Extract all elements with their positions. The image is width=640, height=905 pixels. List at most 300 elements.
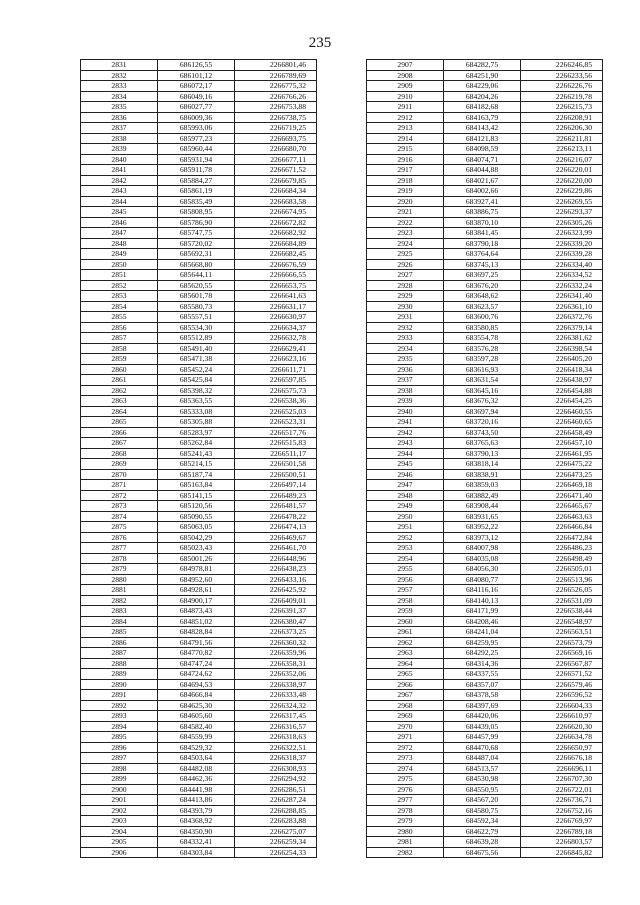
point-number-cell: 2849 <box>81 249 158 260</box>
x-coordinate-cell: 684035,08 <box>444 553 521 564</box>
table-row <box>81 606 317 617</box>
x-coordinate-cell: 684251,90 <box>444 70 521 81</box>
table-row <box>81 700 317 711</box>
x-coordinate-cell: 684282,75 <box>444 60 521 71</box>
y-coordinate-cell: 2266405,20 <box>521 354 603 365</box>
x-coordinate-cell: 684350,90 <box>158 826 235 837</box>
x-coordinate-cell: 685931,94 <box>158 154 235 165</box>
table-row <box>81 679 317 690</box>
table-row <box>367 669 603 680</box>
y-coordinate-cell: 2266206,30 <box>521 123 603 134</box>
x-coordinate-cell: 684002,66 <box>444 186 521 197</box>
y-coordinate-cell: 2266283,88 <box>235 816 317 827</box>
point-number-cell: 2845 <box>81 207 158 218</box>
x-coordinate-cell: 685141,15 <box>158 490 235 501</box>
x-coordinate-cell: 685187,74 <box>158 469 235 480</box>
table-row <box>81 165 317 176</box>
x-coordinate-cell: 686049,16 <box>158 91 235 102</box>
point-number-cell: 2954 <box>367 553 444 564</box>
point-number-cell: 2935 <box>367 354 444 365</box>
x-coordinate-cell: 685786,90 <box>158 217 235 228</box>
point-number-cell: 2863 <box>81 396 158 407</box>
x-coordinate-cell: 685884,27 <box>158 175 235 186</box>
x-coordinate-cell: 685163,84 <box>158 480 235 491</box>
table-row <box>81 133 317 144</box>
y-coordinate-cell: 2266803,57 <box>521 837 603 848</box>
y-coordinate-cell: 2266352,06 <box>235 669 317 680</box>
table-row <box>81 291 317 302</box>
point-number-cell: 2871 <box>81 480 158 491</box>
point-number-cell: 2862 <box>81 385 158 396</box>
y-coordinate-cell: 2266373,25 <box>235 627 317 638</box>
x-coordinate-cell: 684482,08 <box>158 763 235 774</box>
x-coordinate-cell: 684828,84 <box>158 627 235 638</box>
y-coordinate-cell: 2266220,00 <box>521 175 603 186</box>
point-number-cell: 2918 <box>367 175 444 186</box>
x-coordinate-cell: 685262,84 <box>158 438 235 449</box>
y-coordinate-cell: 2266489,23 <box>235 490 317 501</box>
x-coordinate-cell: 685120,56 <box>158 501 235 512</box>
point-number-cell: 2870 <box>81 469 158 480</box>
point-number-cell: 2970 <box>367 721 444 732</box>
table-row <box>81 364 317 375</box>
point-number-cell: 2975 <box>367 774 444 785</box>
table-row <box>81 564 317 575</box>
x-coordinate-cell: 685363,55 <box>158 396 235 407</box>
x-coordinate-cell: 684140,13 <box>444 595 521 606</box>
y-coordinate-cell: 2266511,17 <box>235 448 317 459</box>
table-row <box>81 816 317 827</box>
table-row <box>81 522 317 533</box>
x-coordinate-cell: 683841,45 <box>444 228 521 239</box>
point-number-cell: 2881 <box>81 585 158 596</box>
table-row <box>367 438 603 449</box>
table-row <box>367 280 603 291</box>
y-coordinate-cell: 2266563,51 <box>521 627 603 638</box>
y-coordinate-cell: 2266597,85 <box>235 375 317 386</box>
point-number-cell: 2913 <box>367 123 444 134</box>
point-number-cell: 2847 <box>81 228 158 239</box>
y-coordinate-cell: 2266358,31 <box>235 658 317 669</box>
y-coordinate-cell: 2266693,75 <box>235 133 317 144</box>
table-row <box>81 427 317 438</box>
x-coordinate-cell: 684559,99 <box>158 732 235 743</box>
table-row <box>367 291 603 302</box>
table-row <box>81 270 317 281</box>
point-number-cell: 2902 <box>81 805 158 816</box>
y-coordinate-cell: 2266216,07 <box>521 154 603 165</box>
x-coordinate-cell: 685960,44 <box>158 144 235 155</box>
x-coordinate-cell: 684182,68 <box>444 102 521 113</box>
table-row <box>367 690 603 701</box>
table-row <box>367 700 603 711</box>
y-coordinate-cell: 2266666,55 <box>235 270 317 281</box>
x-coordinate-cell: 683765,63 <box>444 438 521 449</box>
table-row <box>81 627 317 638</box>
y-coordinate-cell: 2266379,14 <box>521 322 603 333</box>
y-coordinate-cell: 2266317,45 <box>235 711 317 722</box>
x-coordinate-cell: 685333,08 <box>158 406 235 417</box>
table-row <box>367 837 603 848</box>
point-number-cell: 2945 <box>367 459 444 470</box>
x-coordinate-cell: 684503,64 <box>158 753 235 764</box>
y-coordinate-cell: 2266339,20 <box>521 238 603 249</box>
table-row <box>367 448 603 459</box>
y-coordinate-cell: 2266213,11 <box>521 144 603 155</box>
x-coordinate-cell: 684241,04 <box>444 627 521 638</box>
point-number-cell: 2910 <box>367 91 444 102</box>
table-row <box>367 364 603 375</box>
x-coordinate-cell: 683720,16 <box>444 417 521 428</box>
point-number-cell: 2886 <box>81 637 158 648</box>
y-coordinate-cell: 2266333,48 <box>235 690 317 701</box>
y-coordinate-cell: 2266448,96 <box>235 553 317 564</box>
point-number-cell: 2964 <box>367 658 444 669</box>
table-row <box>81 60 317 71</box>
point-number-cell: 2948 <box>367 490 444 501</box>
point-number-cell: 2864 <box>81 406 158 417</box>
point-number-cell: 2855 <box>81 312 158 323</box>
y-coordinate-cell: 2266472,84 <box>521 532 603 543</box>
y-coordinate-cell: 2266486,23 <box>521 543 603 554</box>
y-coordinate-cell: 2266753,88 <box>235 102 317 113</box>
table-row <box>81 322 317 333</box>
x-coordinate-cell: 683818,14 <box>444 459 521 470</box>
x-coordinate-cell: 685668,80 <box>158 259 235 270</box>
table-row <box>367 123 603 134</box>
point-number-cell: 2868 <box>81 448 158 459</box>
point-number-cell: 2932 <box>367 322 444 333</box>
point-number-cell: 2919 <box>367 186 444 197</box>
table-row <box>367 784 603 795</box>
x-coordinate-cell: 683859,03 <box>444 480 521 491</box>
point-number-cell: 2950 <box>367 511 444 522</box>
table-row <box>367 333 603 344</box>
point-number-cell: 2952 <box>367 532 444 543</box>
point-number-cell: 2890 <box>81 679 158 690</box>
point-number-cell: 2842 <box>81 175 158 186</box>
x-coordinate-cell: 684121,83 <box>444 133 521 144</box>
y-coordinate-cell: 2266775,32 <box>235 81 317 92</box>
table-row <box>81 774 317 785</box>
x-coordinate-cell: 684567,20 <box>444 795 521 806</box>
x-coordinate-cell: 684357,07 <box>444 679 521 690</box>
point-number-cell: 2844 <box>81 196 158 207</box>
x-coordinate-cell: 684487,04 <box>444 753 521 764</box>
point-number-cell: 2908 <box>367 70 444 81</box>
x-coordinate-cell: 684529,32 <box>158 742 235 753</box>
x-coordinate-cell: 683697,94 <box>444 406 521 417</box>
y-coordinate-cell: 2266246,85 <box>521 60 603 71</box>
y-coordinate-cell: 2266845,82 <box>521 847 603 858</box>
x-coordinate-cell: 684605,60 <box>158 711 235 722</box>
x-coordinate-cell: 684021,67 <box>444 175 521 186</box>
x-coordinate-cell: 683908,44 <box>444 501 521 512</box>
table-row <box>367 70 603 81</box>
table-row <box>367 774 603 785</box>
table-row <box>81 847 317 858</box>
x-coordinate-cell: 683616,93 <box>444 364 521 375</box>
x-coordinate-cell: 683645,16 <box>444 385 521 396</box>
point-number-cell: 2885 <box>81 627 158 638</box>
table-row <box>367 469 603 480</box>
table-row <box>81 102 317 113</box>
y-coordinate-cell: 2266696,11 <box>521 763 603 774</box>
table-row <box>367 522 603 533</box>
point-number-cell: 2876 <box>81 532 158 543</box>
point-number-cell: 2831 <box>81 60 158 71</box>
table-row <box>81 438 317 449</box>
table-row <box>367 60 603 71</box>
x-coordinate-cell: 685023,43 <box>158 543 235 554</box>
y-coordinate-cell: 2266380,47 <box>235 616 317 627</box>
point-number-cell: 2966 <box>367 679 444 690</box>
table-row <box>367 490 603 501</box>
point-number-cell: 2892 <box>81 700 158 711</box>
y-coordinate-cell: 2266461,70 <box>235 543 317 554</box>
y-coordinate-cell: 2266341,40 <box>521 291 603 302</box>
table-row <box>367 543 603 554</box>
point-number-cell: 2869 <box>81 459 158 470</box>
point-number-cell: 2839 <box>81 144 158 155</box>
table-row <box>367 721 603 732</box>
x-coordinate-cell: 685835,49 <box>158 196 235 207</box>
y-coordinate-cell: 2266631,17 <box>235 301 317 312</box>
table-row <box>367 553 603 564</box>
x-coordinate-cell: 684397,69 <box>444 700 521 711</box>
y-coordinate-cell: 2266523,31 <box>235 417 317 428</box>
table-row <box>81 543 317 554</box>
table-row <box>367 679 603 690</box>
table-row <box>367 585 603 596</box>
point-number-cell: 2981 <box>367 837 444 848</box>
point-number-cell: 2907 <box>367 60 444 71</box>
x-coordinate-cell: 684143,42 <box>444 123 521 134</box>
x-coordinate-cell: 684378,58 <box>444 690 521 701</box>
table-row <box>367 385 603 396</box>
x-coordinate-cell: 684292,25 <box>444 648 521 659</box>
table-row <box>367 606 603 617</box>
y-coordinate-cell: 2266801,46 <box>235 60 317 71</box>
x-coordinate-cell: 685747,75 <box>158 228 235 239</box>
point-number-cell: 2833 <box>81 81 158 92</box>
point-number-cell: 2873 <box>81 501 158 512</box>
x-coordinate-cell: 685042,29 <box>158 532 235 543</box>
x-coordinate-cell: 684747,24 <box>158 658 235 669</box>
table-row <box>367 228 603 239</box>
table-row <box>81 501 317 512</box>
y-coordinate-cell: 2266220,01 <box>521 165 603 176</box>
table-row <box>81 585 317 596</box>
x-coordinate-cell: 685644,11 <box>158 270 235 281</box>
x-coordinate-cell: 684580,75 <box>444 805 521 816</box>
point-number-cell: 2875 <box>81 522 158 533</box>
x-coordinate-cell: 684978,81 <box>158 564 235 575</box>
table-row <box>81 228 317 239</box>
x-coordinate-cell: 684393,79 <box>158 805 235 816</box>
y-coordinate-cell: 2266308,93 <box>235 763 317 774</box>
point-number-cell: 2835 <box>81 102 158 113</box>
point-number-cell: 2923 <box>367 228 444 239</box>
point-number-cell: 2872 <box>81 490 158 501</box>
y-coordinate-cell: 2266334,52 <box>521 270 603 281</box>
table-row <box>367 627 603 638</box>
x-coordinate-cell: 683743,50 <box>444 427 521 438</box>
point-number-cell: 2880 <box>81 574 158 585</box>
point-number-cell: 2951 <box>367 522 444 533</box>
x-coordinate-cell: 684056,30 <box>444 564 521 575</box>
y-coordinate-cell: 2266324,32 <box>235 700 317 711</box>
point-number-cell: 2961 <box>367 627 444 638</box>
y-coordinate-cell: 2266409,01 <box>235 595 317 606</box>
x-coordinate-cell: 684851,02 <box>158 616 235 627</box>
table-row <box>81 795 317 806</box>
y-coordinate-cell: 2266438,97 <box>521 375 603 386</box>
x-coordinate-cell: 683600,76 <box>444 312 521 323</box>
point-number-cell: 2969 <box>367 711 444 722</box>
x-coordinate-cell: 684639,28 <box>444 837 521 848</box>
y-coordinate-cell: 2266475,22 <box>521 459 603 470</box>
table-row <box>81 343 317 354</box>
y-coordinate-cell: 2266505,01 <box>521 564 603 575</box>
y-coordinate-cell: 2266634,78 <box>521 732 603 743</box>
point-number-cell: 2898 <box>81 763 158 774</box>
y-coordinate-cell: 2266571,52 <box>521 669 603 680</box>
table-row <box>81 690 317 701</box>
table-row <box>81 616 317 627</box>
y-coordinate-cell: 2266497,14 <box>235 480 317 491</box>
point-number-cell: 2888 <box>81 658 158 669</box>
y-coordinate-cell: 2266461,95 <box>521 448 603 459</box>
point-number-cell: 2960 <box>367 616 444 627</box>
y-coordinate-cell: 2266457,10 <box>521 438 603 449</box>
y-coordinate-cell: 2266513,96 <box>521 574 603 585</box>
y-coordinate-cell: 2266501,58 <box>235 459 317 470</box>
point-number-cell: 2843 <box>81 186 158 197</box>
y-coordinate-cell: 2266641,63 <box>235 291 317 302</box>
y-coordinate-cell: 2266425,92 <box>235 585 317 596</box>
table-row <box>81 417 317 428</box>
x-coordinate-cell: 684470,68 <box>444 742 521 753</box>
x-coordinate-cell: 683790,13 <box>444 448 521 459</box>
point-number-cell: 2959 <box>367 606 444 617</box>
table-row <box>81 532 317 543</box>
y-coordinate-cell: 2266517,76 <box>235 427 317 438</box>
table-row <box>81 784 317 795</box>
table-row <box>81 91 317 102</box>
y-coordinate-cell: 2266287,24 <box>235 795 317 806</box>
table-row <box>367 259 603 270</box>
point-number-cell: 2904 <box>81 826 158 837</box>
y-coordinate-cell: 2266398,54 <box>521 343 603 354</box>
point-number-cell: 2926 <box>367 259 444 270</box>
point-number-cell: 2834 <box>81 91 158 102</box>
point-number-cell: 2937 <box>367 375 444 386</box>
point-number-cell: 2903 <box>81 816 158 827</box>
table-row <box>81 469 317 480</box>
y-coordinate-cell: 2266275,07 <box>235 826 317 837</box>
table-row <box>367 711 603 722</box>
x-coordinate-cell: 684694,53 <box>158 679 235 690</box>
table-row <box>367 564 603 575</box>
x-coordinate-cell: 683838,91 <box>444 469 521 480</box>
y-coordinate-cell: 2266515,83 <box>235 438 317 449</box>
table-row <box>81 805 317 816</box>
point-number-cell: 2982 <box>367 847 444 858</box>
y-coordinate-cell: 2266752,16 <box>521 805 603 816</box>
x-coordinate-cell: 684900,17 <box>158 595 235 606</box>
y-coordinate-cell: 2266474,13 <box>235 522 317 533</box>
point-number-cell: 2925 <box>367 249 444 260</box>
table-row <box>81 301 317 312</box>
y-coordinate-cell: 2266454,88 <box>521 385 603 396</box>
x-coordinate-cell: 683764,64 <box>444 249 521 260</box>
table-row <box>367 795 603 806</box>
table-row <box>367 175 603 186</box>
x-coordinate-cell: 683927,41 <box>444 196 521 207</box>
y-coordinate-cell: 2266305,26 <box>521 217 603 228</box>
y-coordinate-cell: 2266736,71 <box>521 795 603 806</box>
y-coordinate-cell: 2266575,73 <box>235 385 317 396</box>
y-coordinate-cell: 2266769,97 <box>521 816 603 827</box>
y-coordinate-cell: 2266229,86 <box>521 186 603 197</box>
point-number-cell: 2944 <box>367 448 444 459</box>
x-coordinate-cell: 684413,86 <box>158 795 235 806</box>
table-row <box>81 763 317 774</box>
y-coordinate-cell: 2266269,55 <box>521 196 603 207</box>
y-coordinate-cell: 2266334,40 <box>521 259 603 270</box>
y-coordinate-cell: 2266680,70 <box>235 144 317 155</box>
table-row <box>367 658 603 669</box>
point-number-cell: 2846 <box>81 217 158 228</box>
x-coordinate-cell: 685601,78 <box>158 291 235 302</box>
x-coordinate-cell: 686009,36 <box>158 112 235 123</box>
point-number-cell: 2963 <box>367 648 444 659</box>
y-coordinate-cell: 2266531,09 <box>521 595 603 606</box>
y-coordinate-cell: 2266359,96 <box>235 648 317 659</box>
table-row <box>81 742 317 753</box>
x-coordinate-cell: 684080,77 <box>444 574 521 585</box>
y-coordinate-cell: 2266465,67 <box>521 501 603 512</box>
table-row <box>81 175 317 186</box>
table-row <box>81 648 317 659</box>
y-coordinate-cell: 2266463,63 <box>521 511 603 522</box>
point-number-cell: 2946 <box>367 469 444 480</box>
y-coordinate-cell: 2266219,78 <box>521 91 603 102</box>
y-coordinate-cell: 2266294,92 <box>235 774 317 785</box>
point-number-cell: 2840 <box>81 154 158 165</box>
table-row <box>81 826 317 837</box>
x-coordinate-cell: 684622,79 <box>444 826 521 837</box>
x-coordinate-cell: 683886,75 <box>444 207 521 218</box>
table-row <box>367 595 603 606</box>
y-coordinate-cell: 2266650,97 <box>521 742 603 753</box>
point-number-cell: 2916 <box>367 154 444 165</box>
y-coordinate-cell: 2266332,24 <box>521 280 603 291</box>
table-row <box>367 480 603 491</box>
x-coordinate-cell: 684550,95 <box>444 784 521 795</box>
point-number-cell: 2905 <box>81 837 158 848</box>
table-row <box>367 186 603 197</box>
point-number-cell: 2965 <box>367 669 444 680</box>
y-coordinate-cell: 2266233,56 <box>521 70 603 81</box>
coordinates-table-left <box>80 59 317 858</box>
table-row <box>367 847 603 858</box>
x-coordinate-cell: 684675,56 <box>444 847 521 858</box>
point-number-cell: 2958 <box>367 595 444 606</box>
x-coordinate-cell: 684770,82 <box>158 648 235 659</box>
table-row <box>367 501 603 512</box>
